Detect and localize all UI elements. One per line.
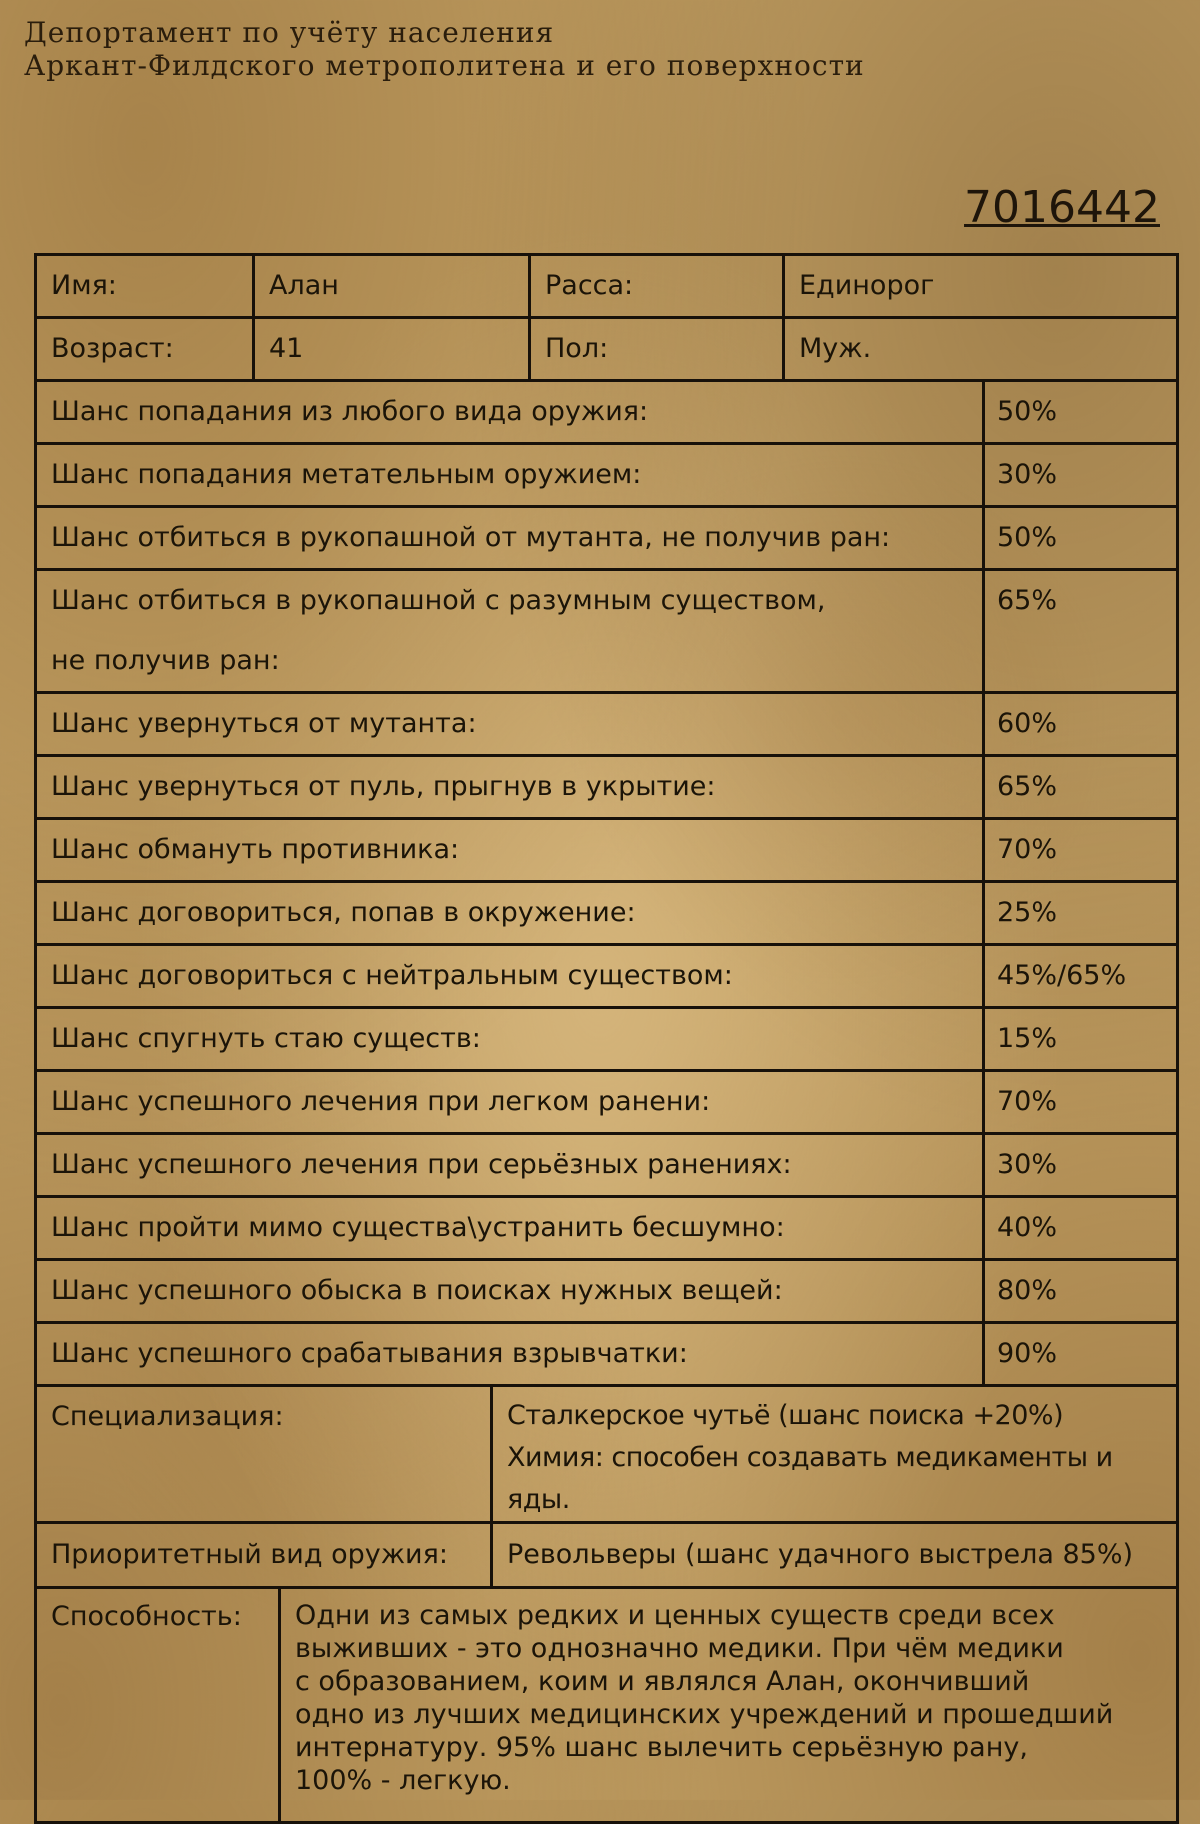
chance-row	[36, 1134, 1178, 1197]
ability-line-2: выживших - это однозначно медики. При чём медики	[295, 1633, 1064, 1664]
specialization-line-2: Химия: способен создавать медикаменты и яды.	[507, 1442, 1113, 1515]
chance-row	[36, 507, 1178, 570]
chance-value: 50%	[984, 507, 1178, 570]
ability-label: Способность:	[36, 1588, 280, 1823]
chance-row	[36, 1260, 1178, 1323]
chance-label	[36, 1323, 984, 1386]
ability-row	[36, 1588, 1178, 1823]
ability-table	[34, 1586, 1179, 1824]
chance-label	[36, 882, 984, 945]
chance-value: 90%	[984, 1323, 1178, 1386]
chance-row	[36, 570, 1178, 693]
name-label: Имя:	[36, 255, 254, 318]
specialization-value	[492, 1386, 1178, 1523]
chance-label	[36, 1197, 984, 1260]
chance-row	[36, 819, 1178, 882]
specialization-table	[34, 1384, 1179, 1524]
chance-label-line: Шанс увернуться от мутанта:	[51, 708, 477, 739]
chance-label	[36, 381, 984, 444]
chance-label-line: Шанс пройти мимо существа\устранить бесшумно:	[51, 1212, 785, 1243]
personal-row-name	[36, 255, 1178, 318]
sex-value: Муж.	[784, 318, 1178, 381]
chance-label	[36, 945, 984, 1008]
personal-row-age	[36, 318, 1178, 381]
weapon-row	[36, 1523, 1178, 1588]
race-value: Единорог	[784, 255, 1178, 318]
age-value: 41	[254, 318, 530, 381]
chance-label	[36, 1260, 984, 1323]
ability-description	[280, 1588, 1178, 1823]
chance-value: 60%	[984, 693, 1178, 756]
chance-label-line: Шанс обмануть противника:	[51, 834, 460, 865]
ability-line-5: интернатуру. 95% шанс вылечить серьёзную рану,	[295, 1732, 1028, 1763]
chance-row	[36, 444, 1178, 507]
chance-label-line: не получив ран:	[51, 645, 280, 676]
chance-value: 70%	[984, 819, 1178, 882]
chance-value: 45%/65%	[984, 945, 1178, 1008]
chance-row	[36, 1197, 1178, 1260]
specialization-line-1: Сталкерское чутьё (шанс поиска +20%)	[507, 1400, 1064, 1431]
sex-label: Пол:	[530, 318, 784, 381]
weapon-table	[34, 1521, 1179, 1589]
chance-label-line: Шанс попадания из любого вида оружия:	[51, 396, 649, 427]
chance-label-line: Шанс договориться с нейтральным существом:	[51, 960, 733, 991]
ability-line-1: Одни из самых редких и ценных существ среди всех	[295, 1600, 1055, 1631]
chance-label	[36, 444, 984, 507]
chances-table	[34, 379, 1179, 1387]
chance-row	[36, 1323, 1178, 1386]
header-line-2: Аркант-Филдского метрополитена и его поверхности	[24, 49, 865, 82]
chance-label	[36, 1071, 984, 1134]
chance-label-line: Шанс спугнуть стаю существ:	[51, 1023, 481, 1054]
chance-label-line: Шанс успешного лечения при серьёзных ранениях:	[51, 1149, 792, 1180]
chance-value: 70%	[984, 1071, 1178, 1134]
chance-label-line: Шанс успешного срабатывания взрывчатки:	[51, 1338, 688, 1369]
personal-info-table	[34, 253, 1179, 382]
race-label: Расса:	[530, 255, 784, 318]
chance-row	[36, 1008, 1178, 1071]
chance-label-line: Шанс попадания метательным оружием:	[51, 459, 642, 490]
chance-label-line: Шанс увернуться от пуль, прыгнув в укрытие:	[51, 771, 716, 802]
chance-label-line: Шанс успешного лечения при легком ранени:	[51, 1086, 711, 1117]
specialization-row	[36, 1386, 1178, 1523]
chance-value: 50%	[984, 381, 1178, 444]
chance-row	[36, 756, 1178, 819]
document-number: 7016442	[964, 182, 1160, 233]
header-line-1: Депортамент по учёту населения	[24, 16, 555, 49]
specialization-label: Специализация:	[36, 1386, 492, 1523]
chance-label	[36, 819, 984, 882]
weapon-value: Револьверы (шанс удачного выстрела 85%)	[492, 1523, 1178, 1588]
ability-line-3: с образованием, коим и являлся Алан, окончивший	[295, 1666, 1030, 1697]
chance-label	[36, 1008, 984, 1071]
weapon-label: Приоритетный вид оружия:	[36, 1523, 492, 1588]
chance-row	[36, 1071, 1178, 1134]
chance-row	[36, 381, 1178, 444]
chance-value: 40%	[984, 1197, 1178, 1260]
chance-row	[36, 693, 1178, 756]
ability-line-6: 100% - легкую.	[295, 1765, 511, 1796]
chance-value: 30%	[984, 1134, 1178, 1197]
chance-value: 65%	[984, 570, 1178, 693]
age-label: Возраст:	[36, 318, 254, 381]
chance-value: 80%	[984, 1260, 1178, 1323]
chance-value: 25%	[984, 882, 1178, 945]
chance-row	[36, 882, 1178, 945]
chance-label-line: Шанс успешного обыска в поисках нужных вещей:	[51, 1275, 783, 1306]
chance-value: 65%	[984, 756, 1178, 819]
department-header	[24, 16, 865, 82]
chance-label	[36, 507, 984, 570]
chance-label-line: Шанс отбиться в рукопашной от мутанта, не получив ран:	[51, 522, 891, 553]
chance-label	[36, 756, 984, 819]
name-value: Алан	[254, 255, 530, 318]
chance-row	[36, 945, 1178, 1008]
chance-value: 30%	[984, 444, 1178, 507]
ability-line-4: одно из лучших медицинских учреждений и прошедший	[295, 1699, 1114, 1730]
chance-label	[36, 693, 984, 756]
chance-label-line: Шанс договориться, попав в окружение:	[51, 897, 636, 928]
chance-label-line: Шанс отбиться в рукопашной с разумным существом,	[51, 585, 826, 616]
character-sheet	[34, 253, 1176, 1824]
chance-value: 15%	[984, 1008, 1178, 1071]
chance-label	[36, 1134, 984, 1197]
chance-label	[36, 570, 984, 693]
